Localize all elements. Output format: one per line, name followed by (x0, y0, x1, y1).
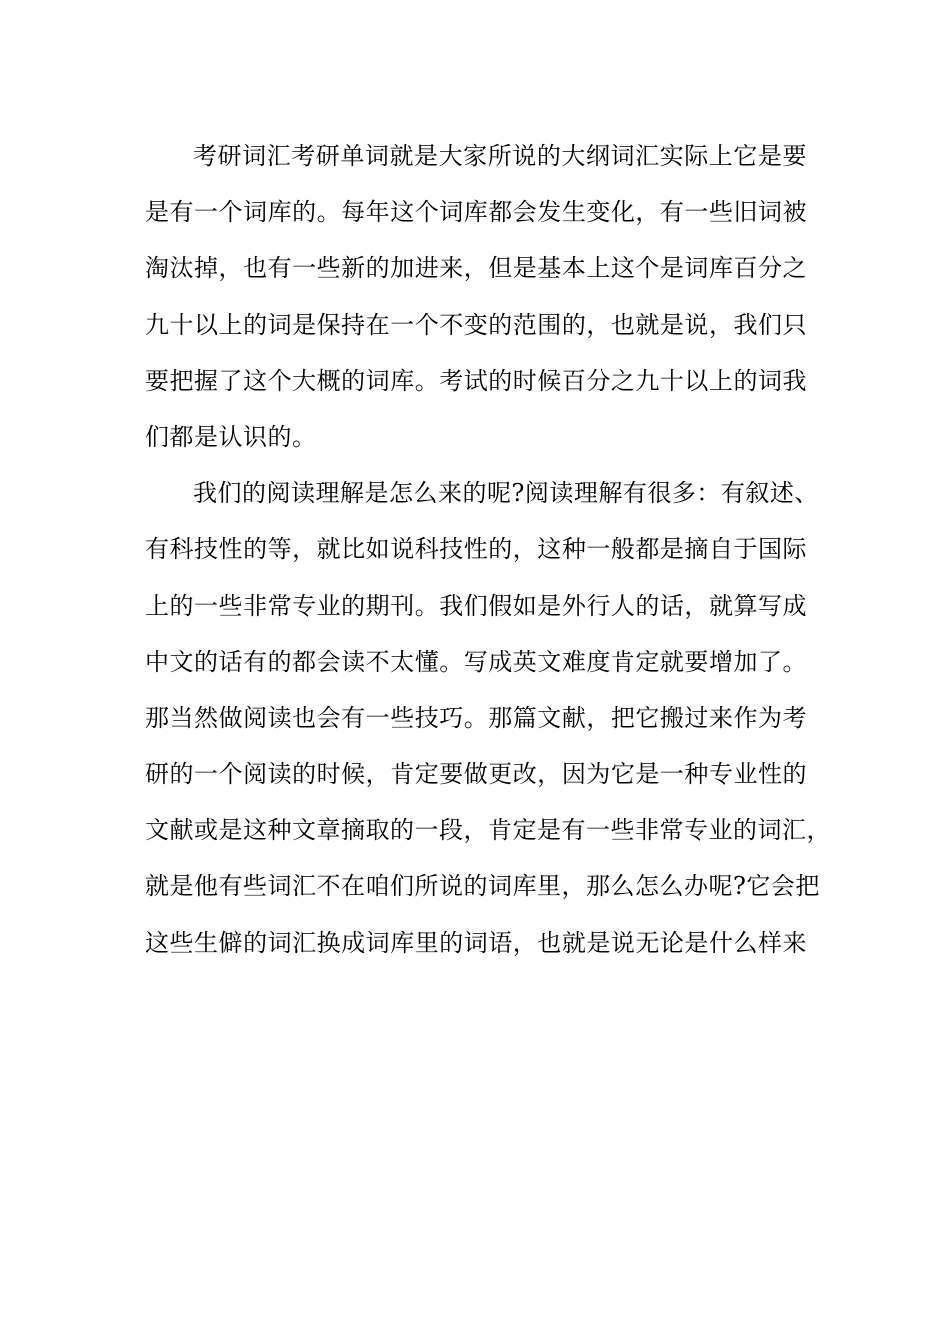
text-line: 文献或是这种文章摘取的一段，肯定是有一些非常专业的词汇， (145, 816, 831, 845)
text-line: 上的一些非常专业的期刊。我们假如是外行人的话，就算写成 (145, 591, 807, 620)
text-line: 我们的阅读理解是怎么来的呢?阅读理解有很多：有叙述、 (193, 479, 819, 508)
text-line: 这些生僻的词汇换成词库里的词语，也就是说无论是什么样来 (145, 928, 807, 957)
text-line: 那当然做阅读也会有一些技巧。那篇文献，把它搬过来作为考 (145, 703, 807, 732)
text-line: 淘汰掉，也有一些新的加进来，但是基本上这个是词库百分之 (145, 254, 807, 283)
text-line: 是有一个词库的。每年这个词库都会发生变化，有一些旧词被 (145, 198, 807, 227)
text-line: 就是他有些词汇不在咱们所说的词库里，那么怎么办呢?它会把 (145, 872, 820, 901)
text-line: 九十以上的词是保持在一个不变的范围的，也就是说，我们只 (145, 310, 807, 339)
text-line: 要把握了这个大概的词库。考试的时候百分之九十以上的词我 (145, 366, 807, 395)
document-body (145, 128, 831, 971)
text-line: 有科技性的等，就比如说科技性的，这种一般都是摘自于国际 (145, 535, 807, 564)
text-line: 中文的话有的都会读不太懂。写成英文难度肯定就要增加了。 (145, 647, 807, 676)
text-line: 们都是认识的。 (145, 422, 317, 451)
text-line: 研的一个阅读的时候，肯定要做更改，因为它是一种专业性的 (145, 760, 807, 789)
paragraph-1 (145, 128, 807, 465)
paragraph-2 (145, 465, 831, 971)
text-line: 考研词汇考研单词就是大家所说的大纲词汇实际上它是要 (193, 142, 807, 170)
